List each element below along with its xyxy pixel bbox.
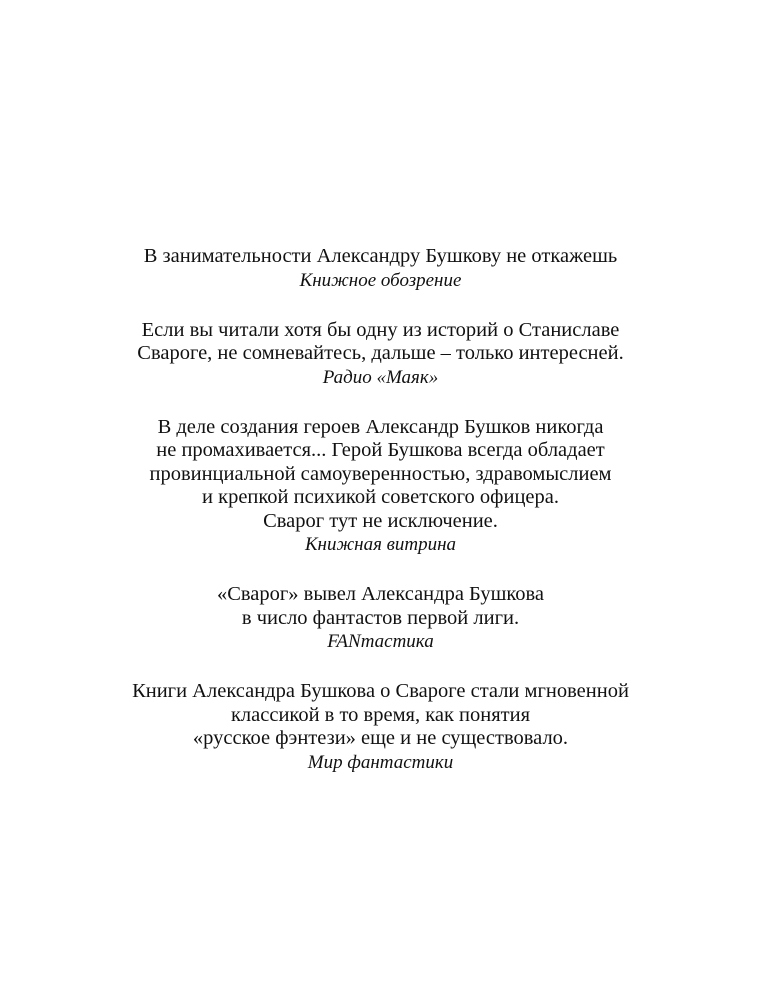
quote-line: классикой в то время, как понятия — [230, 703, 531, 726]
quote-line: Если вы читали хотя бы одну из историй о Станиславе — [141, 318, 620, 341]
quote-line: Сварог тут не исключение. — [263, 509, 498, 532]
quote-line: Свароге, не сомневайтесь, дальше – только интересней. — [137, 342, 624, 364]
review-quote — [0, 319, 761, 389]
quote-line: провинциальной самоуверенностью, здравомыслием — [149, 462, 612, 485]
quote-source: FANтастика — [327, 631, 434, 652]
quote-line: В занимательности Александру Бушкову не откажешь — [143, 245, 618, 267]
quote-line: в число фантастов первой лиги. — [241, 606, 520, 629]
quote-line: В деле создания героев Александр Бушков никогда — [157, 415, 604, 438]
quote-line: не промахивается... Герой Бушкова всегда обладает — [156, 439, 605, 461]
review-quote — [0, 583, 761, 653]
review-quote — [0, 245, 761, 292]
quote-source: Радио «Маяк» — [322, 366, 439, 388]
quote-source: Мир фантастики — [307, 751, 454, 773]
quote-line: «русское фэнтези» еще и не существовало. — [192, 727, 569, 749]
review-quote — [0, 680, 761, 774]
review-quote — [0, 416, 761, 557]
quote-line: Книги Александра Бушкова о Свароге стали мгновенной — [132, 680, 629, 702]
quote-line: «Сварог» вывел Александра Бушкова — [216, 583, 545, 605]
reviews-page — [0, 245, 761, 801]
quote-line: и крепкой психикой советского офицера. — [202, 486, 559, 508]
quote-source: Книжная витрина — [304, 534, 457, 555]
quote-source: Книжное обозрение — [299, 269, 462, 291]
